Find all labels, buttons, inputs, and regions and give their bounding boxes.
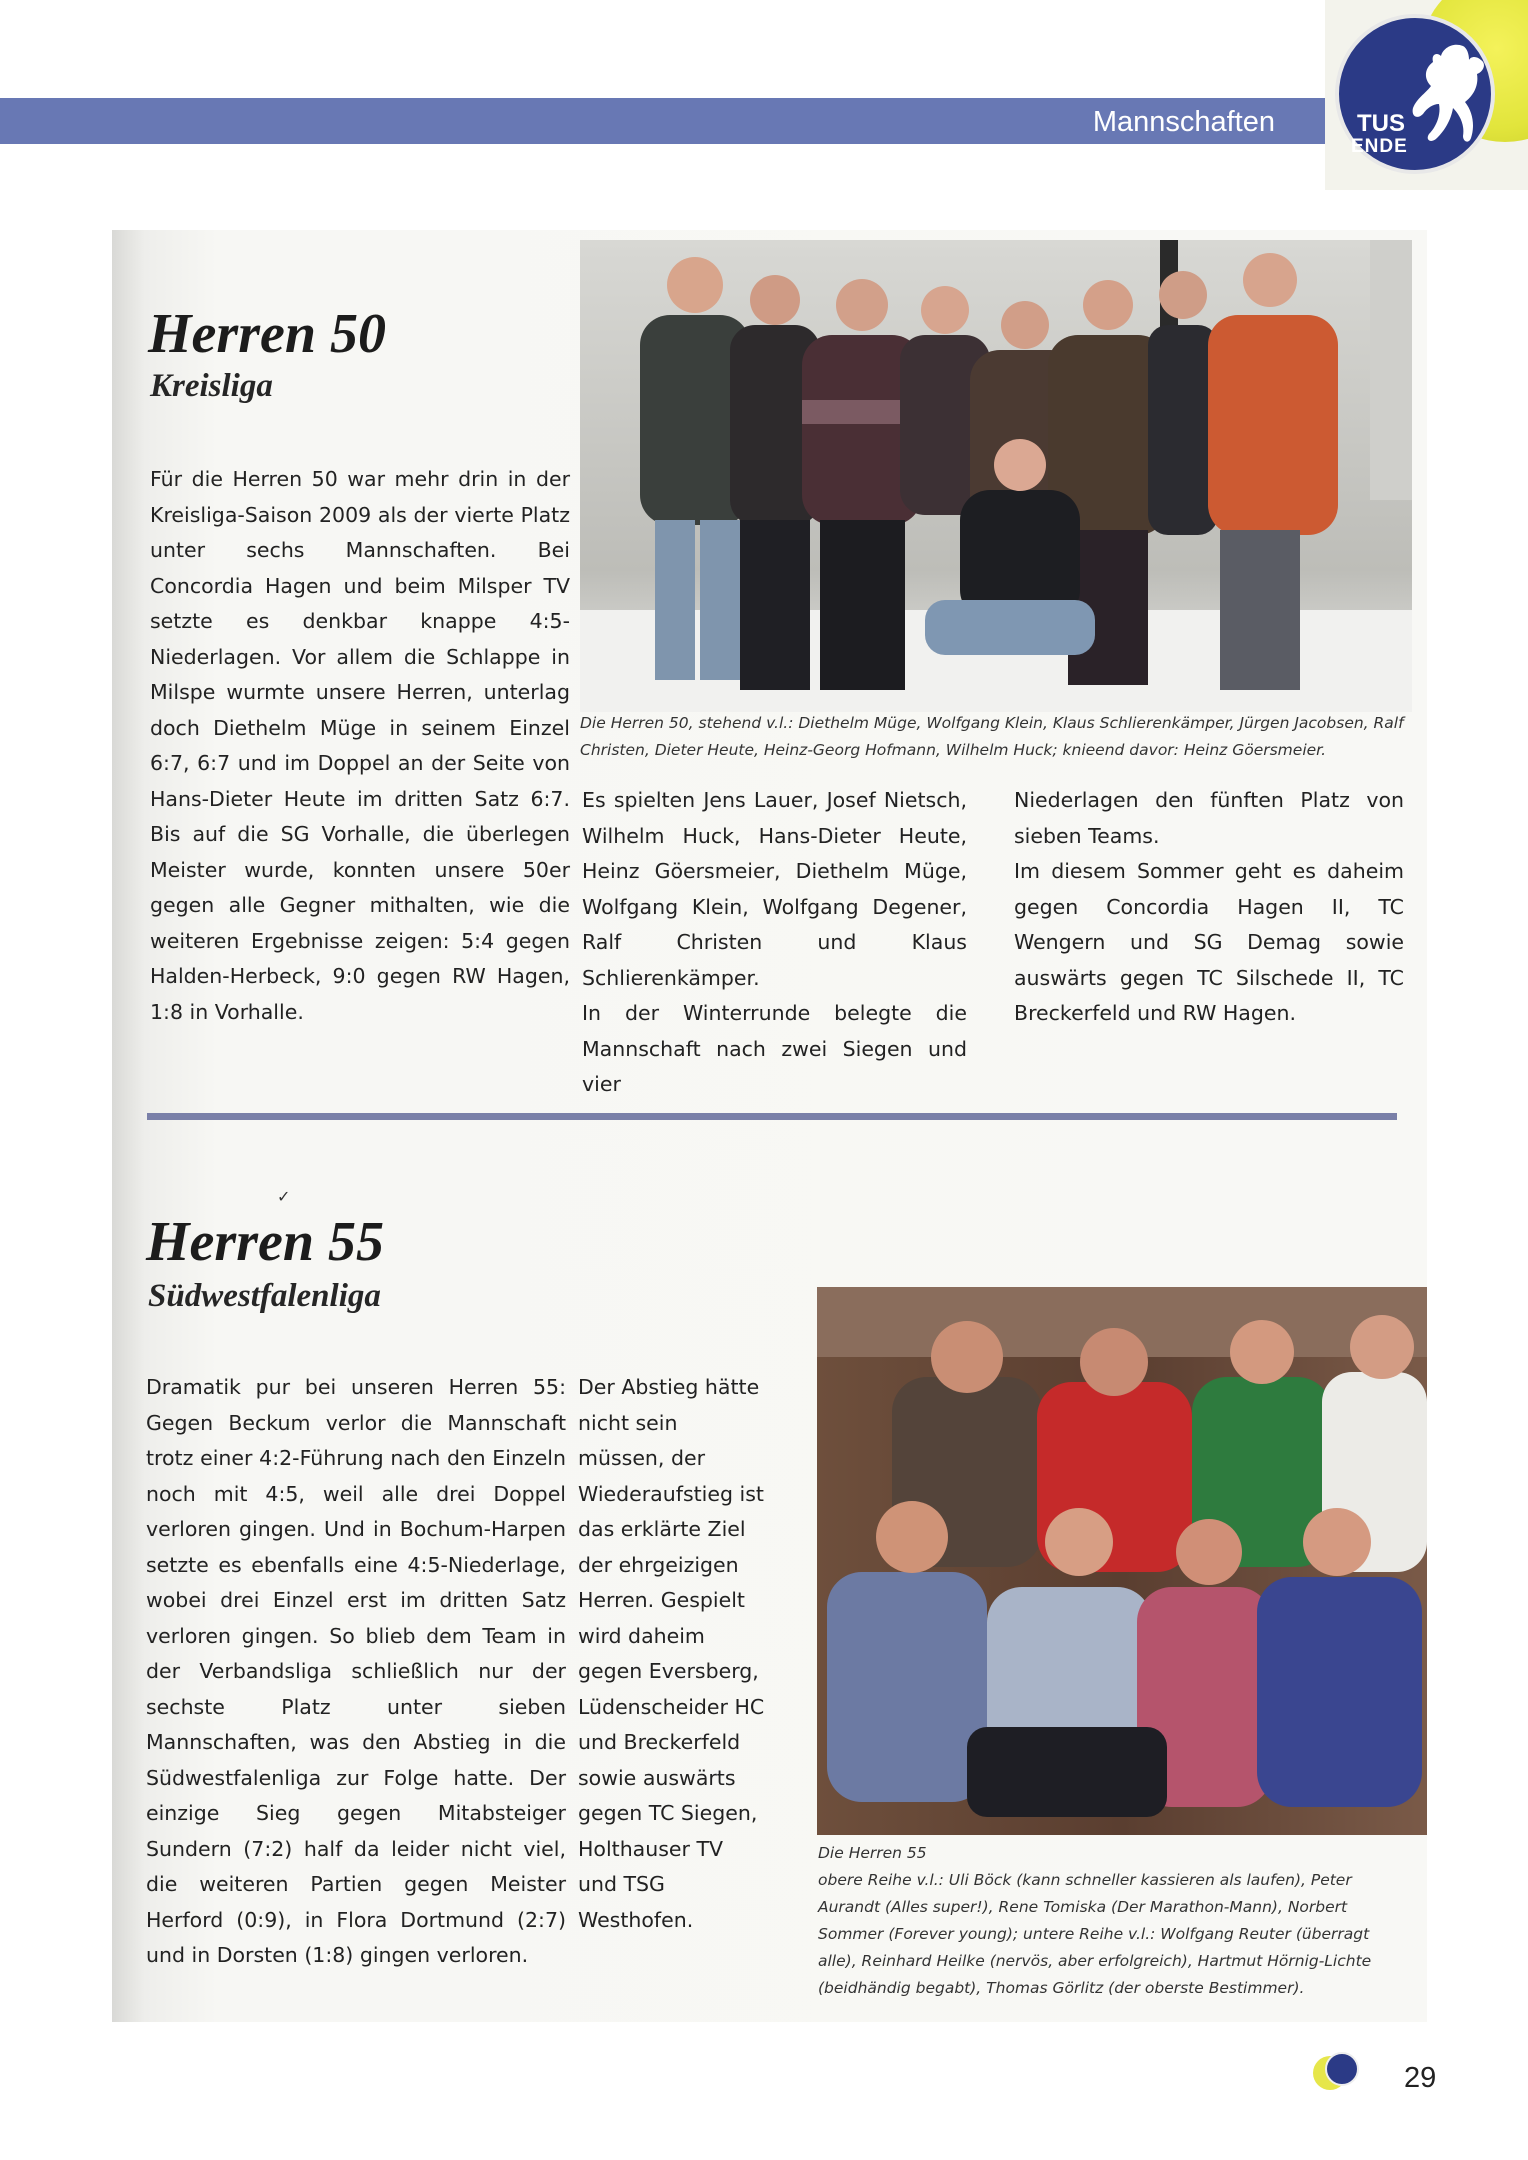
herren50-col1 xyxy=(150,462,570,1030)
stray-mark: ✓ xyxy=(277,1187,291,1206)
herren50-subtitle: Kreisliga xyxy=(150,368,273,404)
herren55-col2-paragraph: Der Abstieg hätte nicht sein müssen, der Wiederaufstieg ist das erklärte Ziel der ehrgeizigen Herren. Gespielt wird daheim gegen Eversberg, Lüdenscheider HC und Breckerfeld sowie auswärts gegen TC Siegen, Holthauser TV und TSG Westhofen. xyxy=(578,1375,765,1932)
herren50-col2-paragraph-2: In der Winterrunde belegte die Mannschaft nach zwei Siegen und vier xyxy=(582,1001,967,1096)
herren55-title: Herren 55 xyxy=(146,1211,384,1273)
logo-line1: TUS xyxy=(1357,110,1405,137)
herren55-team-photo xyxy=(817,1287,1427,1835)
herren50-col3-paragraph-1: Niederlagen den fünften Platz von sieben Teams. xyxy=(1014,788,1404,848)
footer-logo-icon xyxy=(1313,2050,1359,2096)
horse-icon xyxy=(1403,42,1487,150)
herren50-col1-paragraph: Für die Herren 50 war mehr drin in der Kreisliga-Saison 2009 als der vierte Platz unter sechs Mannschaften. Bei Concordia Hagen und beim Milsper TV setzte es denkbar knappe 4:5-Niederlagen. Vor allem die Schlappe in Milspe wurmte unsere Herren, unterlag doch Diethelm Müge in seinem Einzel 6:7, 6:7 und im Doppel an der Seite von Hans-Dieter Heute im dritten Satz 6:7. Bis auf die SG Vorhalle, die überlegen Meister wurde, konnten unsere 50er gegen alle Gegner mithalten, wie die weiteren Ergebnisse zeigen: 5:4 gegen Halden-Herbeck, 9:0 gegen RW Hagen, 1:8 in Vorhalle. xyxy=(150,467,570,1024)
logo-line2: ENDE xyxy=(1351,136,1408,157)
section-divider xyxy=(147,1113,1397,1120)
footer-seal-icon xyxy=(1325,2052,1359,2086)
herren50-col3 xyxy=(1014,783,1404,1032)
herren55-caption xyxy=(818,1840,1378,2002)
herren55-caption-title: Die Herren 55 xyxy=(818,1844,927,1862)
herren55-col1-paragraph: Dramatik pur bei unseren Herren 55: Gegen Beckum verlor die Mannschaft trotz einer 4:2-Führung nach den Einzeln noch mit 4:5, weil alle drei Doppel verloren gingen. Und in Bochum-Harpen setzte es ebenfalls eine 4:5-Niederlage, wobei drei Einzel erst im dritten Satz verloren gingen. So blieb dem Team in der Verbandsliga schließlich nur der sechste Platz unter sieben Mannschaften, was den Abstieg in die Südwestfalenliga zur Folge hatte. Der einzige Sieg gegen Mitabsteiger Sundern (7:2) half da leider nicht viel, die weiteren Partien gegen Meister Herford (0:9), in Flora Dortmund (2:7) und in Dorsten (1:8) gingen verloren. xyxy=(146,1375,566,1967)
herren50-col3-paragraph-2: Im diesem Sommer geht es daheim gegen Concordia Hagen II, TC Wengern und SG Demag sowie auswärts gegen TC Silschede II, TC Breckerfeld und RW Hagen. xyxy=(1014,859,1404,1025)
herren50-caption: Die Herren 50, stehend v.l.: Diethelm Müge, Wolfgang Klein, Klaus Schlierenkämper, Jürgen Jacobsen, Ralf Christen, Dieter Heute, Heinz-Georg Hofmann, Wilhelm Huck; knieend davor: Heinz Göersmeier. xyxy=(580,714,1404,759)
herren55-col2 xyxy=(578,1370,768,1938)
header-band xyxy=(0,98,1335,144)
herren55-subtitle: Südwestfalenliga xyxy=(148,1278,381,1314)
magazine-page xyxy=(112,230,1427,2022)
herren55-caption-text: obere Reihe v.l.: Uli Böck (kann schneller kassieren als laufen), Peter Aurandt (Alles super!), Rene Tomiska (Der Marathon-Mann), Norbert Sommer (Forever young); untere Reihe v.l.: Wolfgang Reuter (überragt alle), Reinhard Heilke (nervös, aber erfolgreich), Hartmut Hörnig-Lichte (beidhändig begabt), Thomas Görlitz (der oberste Bestimmer). xyxy=(818,1871,1372,1997)
herren50-team-photo xyxy=(580,240,1412,712)
herren50-title: Herren 50 xyxy=(148,303,386,365)
herren50-col2-paragraph-1: Es spielten Jens Lauer, Josef Nietsch, Wilhelm Huck, Hans-Dieter Heute, Heinz Göersmeier, Diethelm Müge, Wolfgang Klein, Wolfgang Degener, Ralf Christen und Klaus Schlierenkämper. xyxy=(582,788,967,990)
page-number: 29 xyxy=(1404,2062,1437,2094)
club-logo xyxy=(1325,0,1528,190)
header-title: Mannschaften xyxy=(1092,106,1275,138)
herren55-col1 xyxy=(146,1370,566,1974)
herren50-col2 xyxy=(582,783,967,1103)
club-seal xyxy=(1335,14,1495,174)
